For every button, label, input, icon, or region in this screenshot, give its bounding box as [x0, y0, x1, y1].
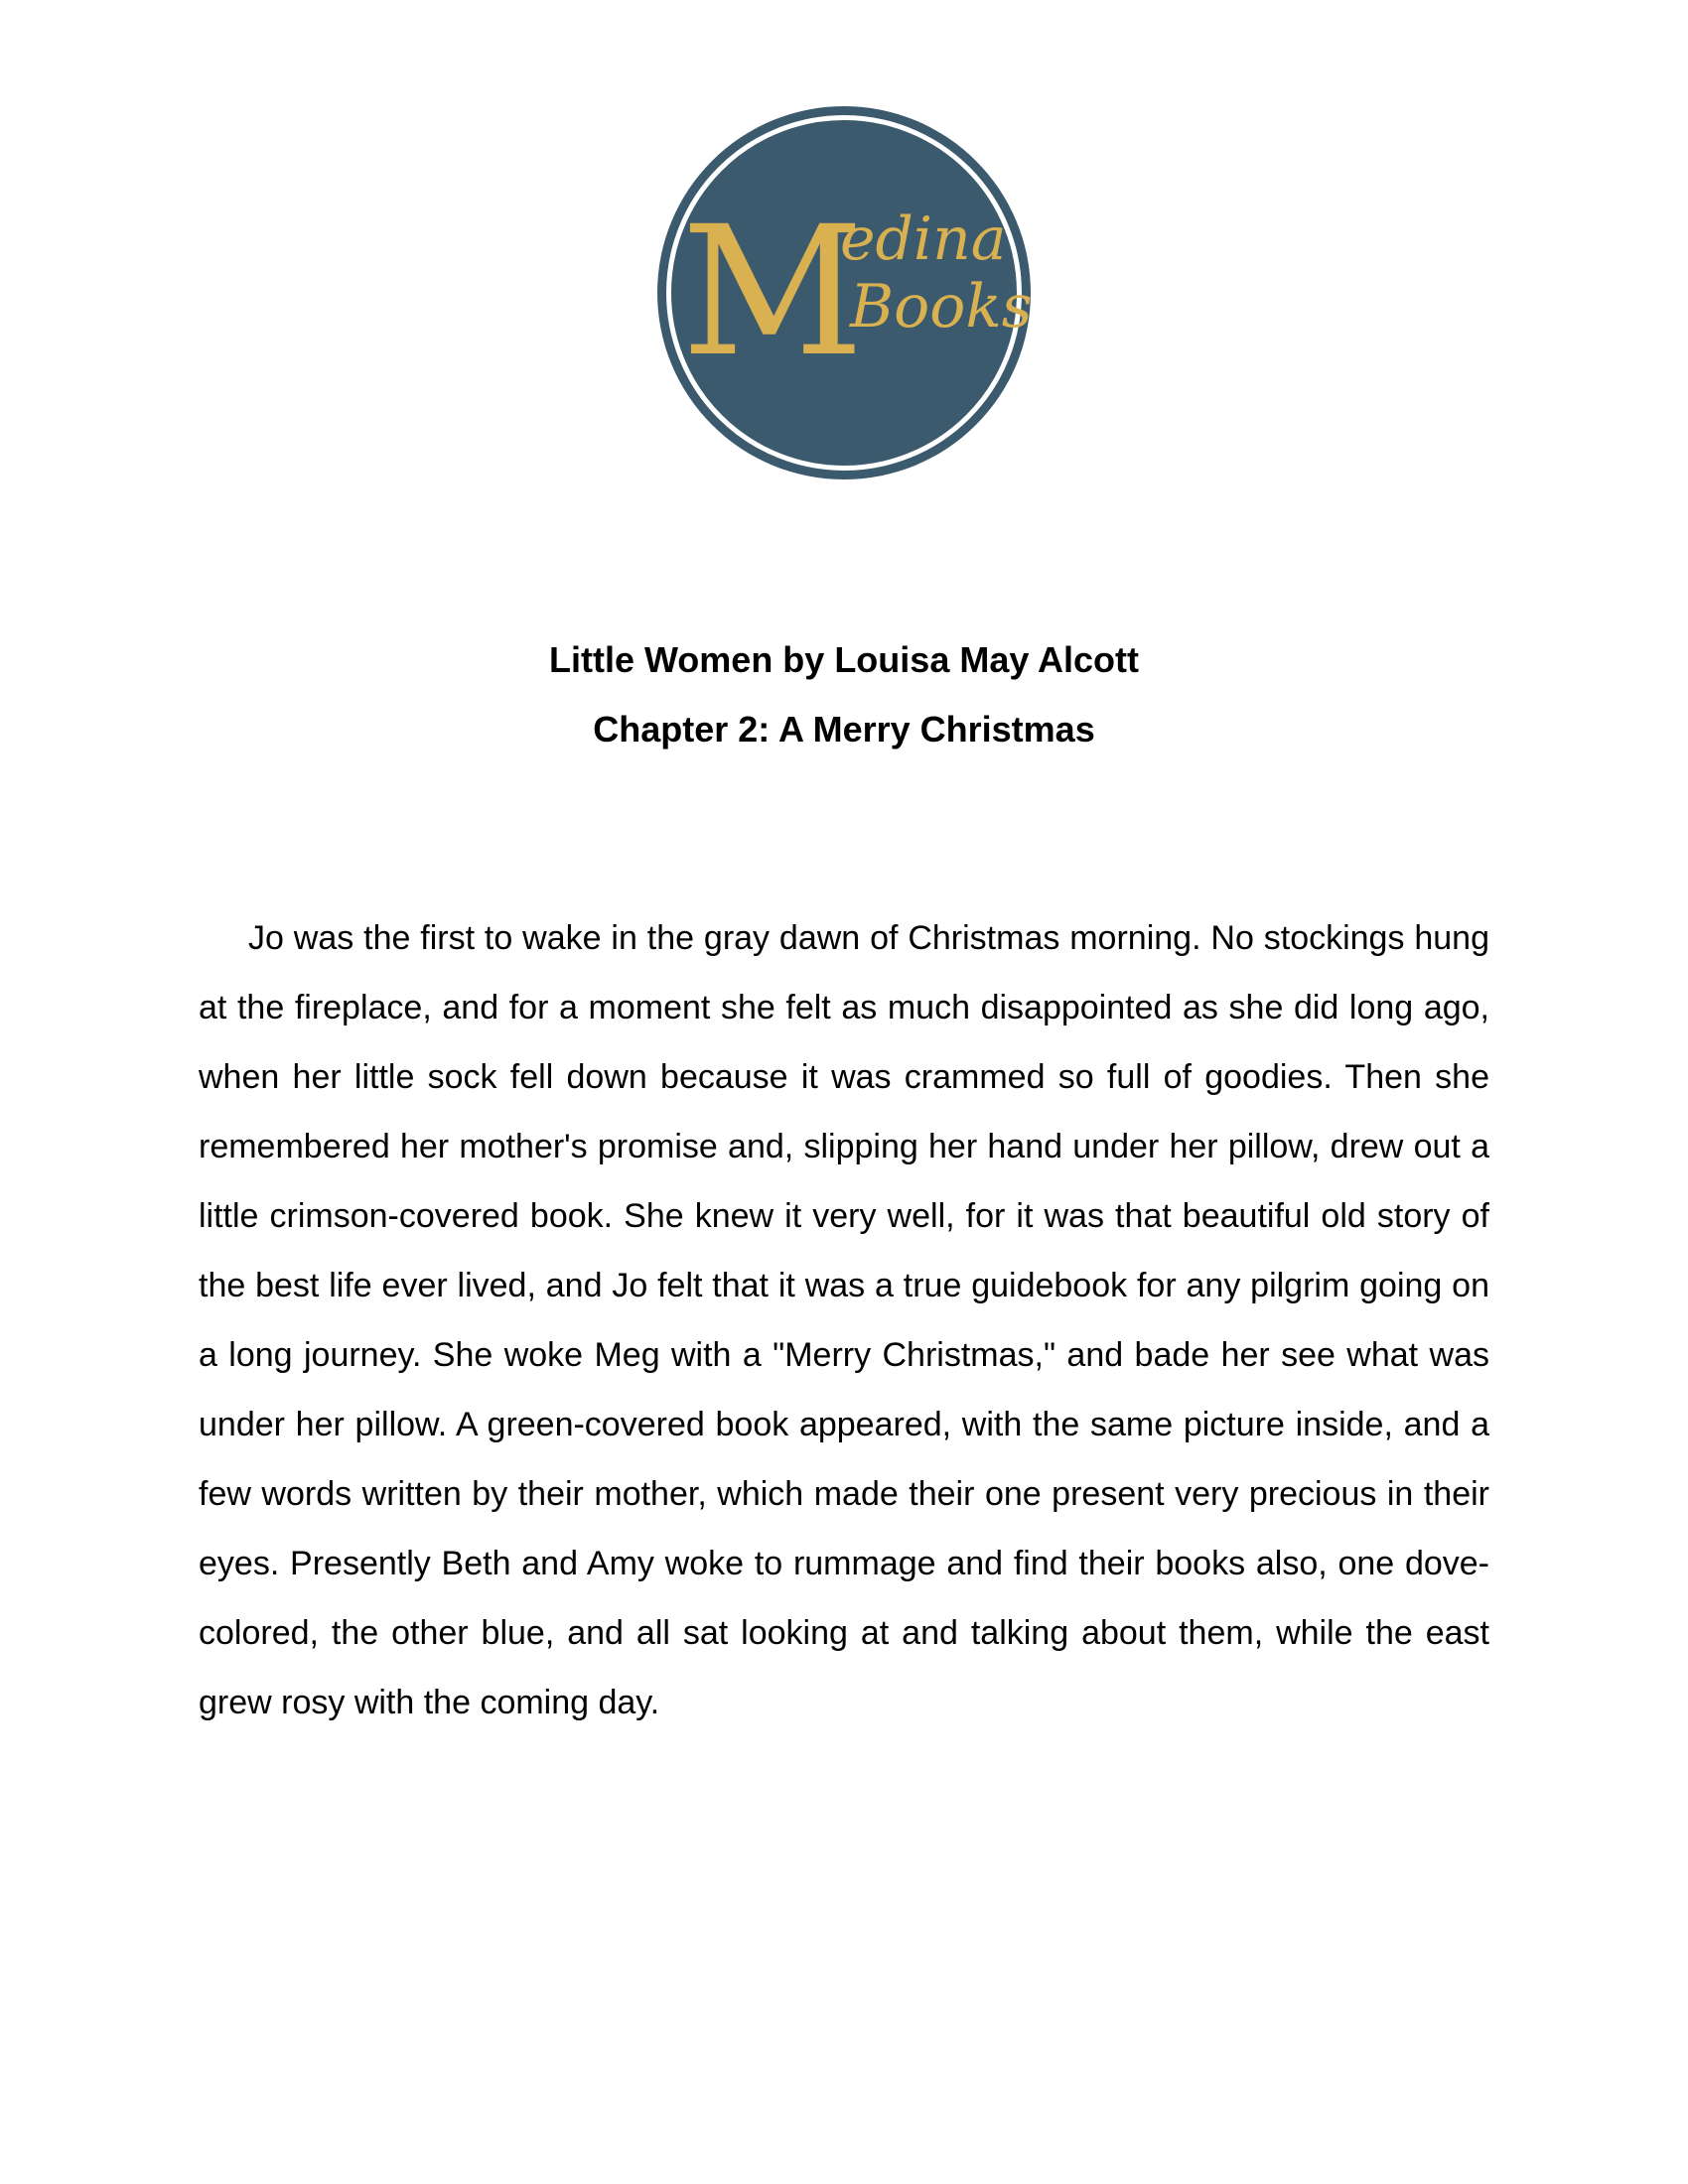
chapter-heading: Chapter 2: A Merry Christmas: [593, 709, 1095, 750]
medina-books-logo: [657, 106, 1031, 479]
logo-word-edina: edina: [840, 205, 1007, 274]
body-paragraph: Jo was the first to wake in the gray dawn of Christmas morning. No stockings hung at the fireplace, and for a moment she felt as much disappointed as she did long ago, when her little sock fell down because it was crammed so full of goodies. Then she remembered her mother's promise and, slipping her hand under her pillow, drew out a little crimson-covered book. She knew it very well, for it was that beautiful old story of the best life ever lived, and Jo felt that it was a true guidebook for any pilgrim going on a long journey. She woke Meg with a "Merry Christmas," and bade her see what was under her pillow. A green-covered book appeared, with the same picture inside, and a few words written by their mother, which made their one present very precious in their eyes. Presently Beth and Amy woke to rummage and find their books also, one dove-colored, the other blue, and all sat looking at and talking about them, while the east grew rosy with the coming day.: [199, 919, 1489, 1721]
document-title: Little Women by Louisa May Alcott: [548, 639, 1140, 680]
logo-word-books: Books: [850, 272, 1033, 341]
logo-monogram-m: M: [681, 189, 865, 396]
